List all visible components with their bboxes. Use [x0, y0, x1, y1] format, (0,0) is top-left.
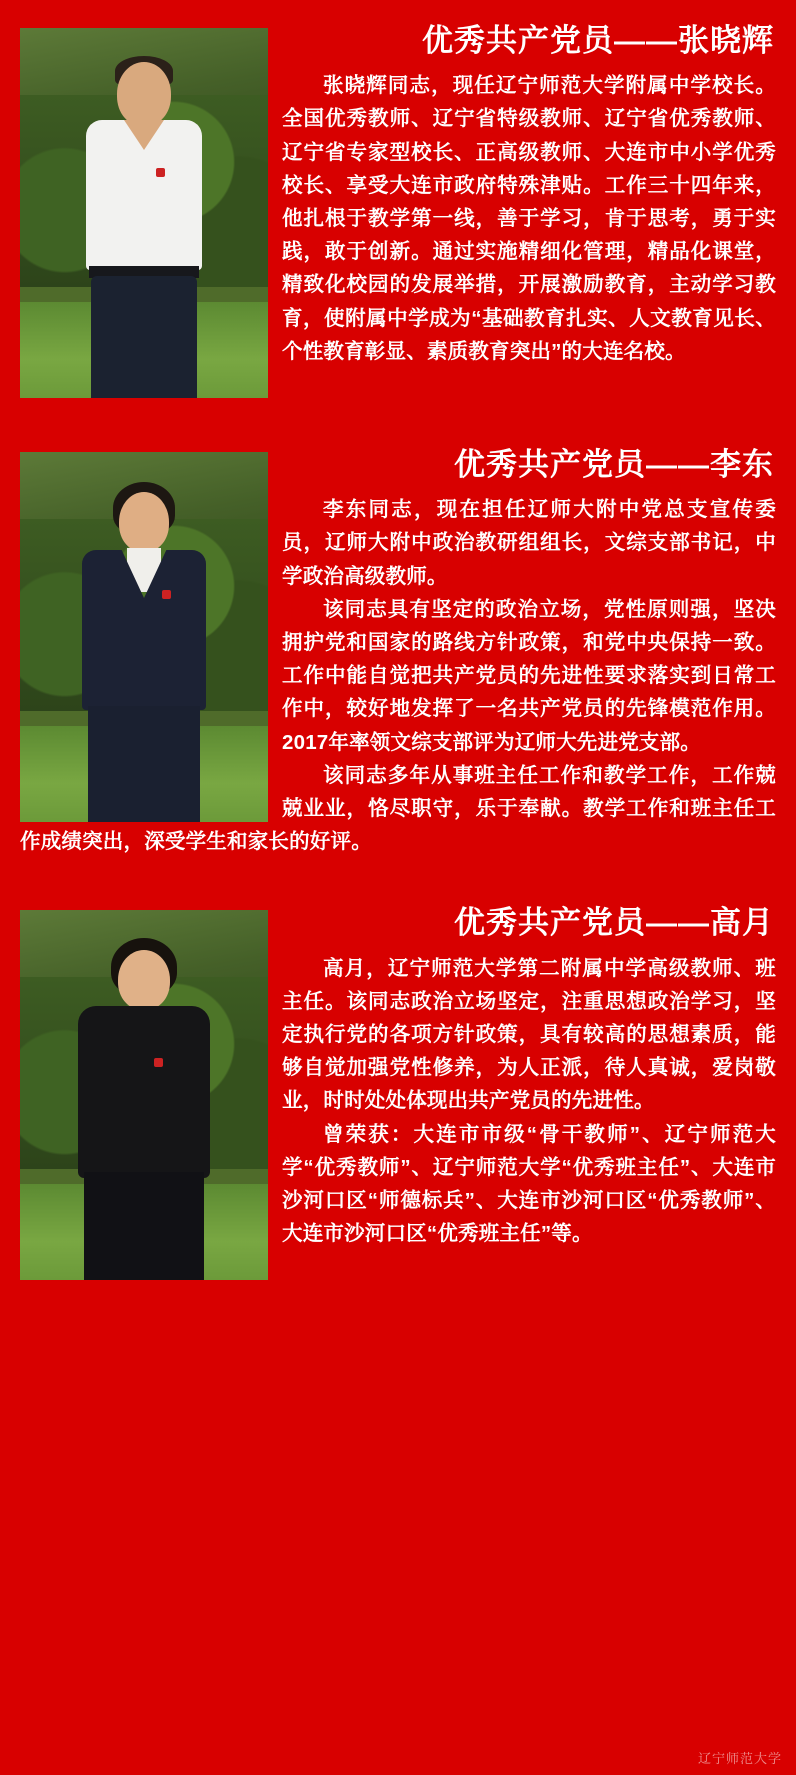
watermark: 辽宁师范大学: [697, 1751, 782, 1766]
profile-section-1: [20, 22, 776, 400]
profile-photo-3: [20, 910, 268, 1280]
paragraph: 该同志具有坚定的政治立场，党性原则强，坚决拥护党和国家的路线方针政策，和党中央保持一致。工作中能自觉把共产党员的先进性要求落实到日常工作中，较好地发挥了一名共产党员的先锋模范作用。2017年率领文综支部评为辽师大先进党支部。: [282, 597, 776, 754]
figure-top: [78, 1006, 210, 1178]
paragraph: 张晓辉同志，现任辽宁师范大学附属中学校长。全国优秀教师、辽宁省特级教师、辽宁省优秀教师、辽宁省专家型校长、正高级教师、大连市中小学优秀校长、享受大连市政府特殊津贴。工作三十四年来，他扎根于教学第一线，善于学习，肯于思考，勇于实践，敢于创新。通过实施精细化管理，精品化课堂，精致化校园的发展举措，开展激励教育，主动学习教育，使附属中学成为“基础教育扎实、人文教育见长、个性教育彰显、素质教育突出”的大连名校。: [282, 74, 776, 363]
paragraph: 曾荣获：大连市市级“骨干教师”、辽宁师范大学“优秀教师”、辽宁师范大学“优秀班主任”、大连市沙河口区“师德标兵”、大连市沙河口区“优秀教师”、 大连市沙河口区“优秀班主任”等。: [282, 1122, 776, 1246]
profile-section-2: [20, 446, 776, 858]
profile-section-3: [20, 904, 776, 1282]
figure-pants: [91, 276, 197, 398]
party-badge-icon: [154, 1058, 163, 1067]
paragraph: 高月，辽宁师范大学第二附属中学高级教师、班主任。该同志政治立场坚定，注重思想政治学习，坚定执行党的各项方针政策，具有较高的思想素质，能够自觉加强党性修养，为人正派，待人真诚，爱岗敬业，时时处处体现出共产党员的先进性。: [282, 956, 776, 1113]
section-heading-3: 优秀共产党员——高月: [454, 905, 774, 941]
profile-photo-2: [20, 452, 268, 822]
profile-photo-1: [20, 28, 268, 398]
figure-head: [119, 492, 169, 552]
figure-head: [117, 62, 171, 126]
figure-head: [118, 950, 170, 1010]
section-heading-2: 优秀共产党员——李东: [454, 447, 774, 482]
paragraph: 李东同志，现在担任辽师大附中党总支宣传委员，辽师大附中政治教研组组长，文综支部书记，中学政治高级教师。: [282, 498, 776, 588]
section-heading-1: 优秀共产党员——张晓辉: [422, 23, 774, 58]
party-badge-icon: [156, 168, 165, 177]
party-badge-icon: [162, 590, 171, 599]
paragraph: 该同志多年从事班主任工作和教学工作，工作兢兢业业，恪尽职守，乐于奉献。教学工作和班主任工作成绩突出，深受学生和家长的好评。: [20, 763, 776, 854]
figure-pants: [88, 706, 200, 822]
figure-pants: [84, 1172, 204, 1280]
